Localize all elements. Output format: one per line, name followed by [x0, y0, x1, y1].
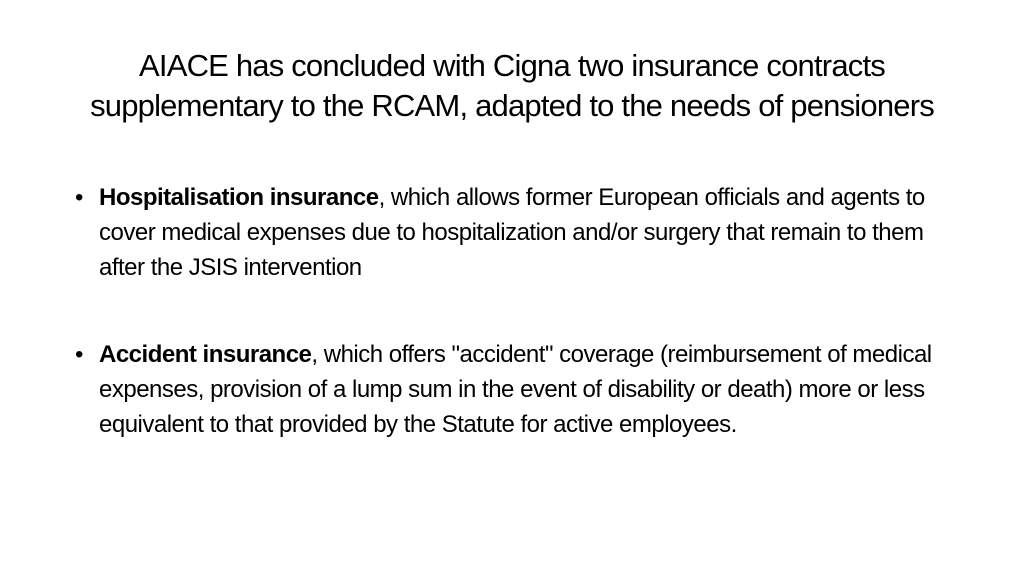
- slide-title: [20, 46, 1004, 126]
- bullet-item-hospitalisation: [75, 180, 955, 285]
- title-line-2: supplementary to the RCAM, adapted to the needs of pensioners: [90, 88, 934, 123]
- bullet-item-accident: [75, 337, 955, 442]
- bullet-icon: •: [75, 184, 83, 211]
- title-line-1: AIACE has concluded with Cigna two insurance contracts: [139, 48, 885, 83]
- bullet-icon: •: [75, 341, 83, 368]
- bullet-heading: Accident insurance: [99, 341, 312, 368]
- bullet-text: , which offers "accident" coverage (reimbursement of medical expenses, provision of a lump sum in the event of disability or death) more or less equivalent to that provided by the Statute for active employees.: [99, 341, 932, 438]
- bullet-heading: Hospitalisation insurance: [99, 184, 379, 211]
- bullet-list: [75, 180, 955, 442]
- bullet-text: , which allows former European officials and agents to cover medical expenses due to hospitalization and/or surgery that remain to them after the JSIS intervention: [99, 184, 925, 281]
